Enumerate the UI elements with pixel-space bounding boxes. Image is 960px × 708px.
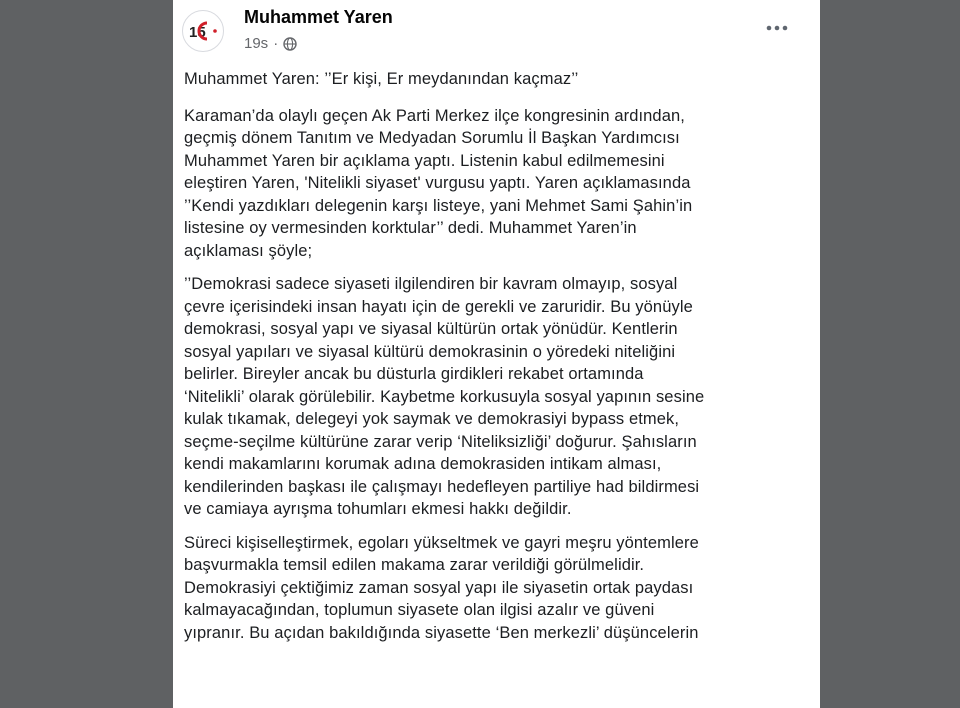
post-content xyxy=(184,68,810,655)
more-options-icon[interactable] xyxy=(764,18,790,38)
avatar[interactable] xyxy=(182,10,224,52)
timestamp[interactable]: 19s xyxy=(244,35,269,52)
meta-separator: · xyxy=(273,35,279,52)
avatar-logo-icon xyxy=(183,11,223,51)
post-header xyxy=(173,0,820,64)
post-paragraph-1: Karaman’da olaylı geçen Ak Parti Merkez ilçe kongresinin ardından, geçmiş dönem Tanıtım ve Medyadan Sorumlu İl Başkan Yardımcısı Muhammet Yaren bir açıklama yaptı. Listenin kabul edilmemesini eleştiren Yaren, 'Nitelikli siyaset' vurgusu yaptı. Yaren açıklamasında ’’Kendi yazdıkları delegenin karşı listeye, yani Mehmet Sami Şahin’in listesine oy vermesinden korktular’’ dedi. Muhammet Yaren’in açıklaması şöyle; xyxy=(184,106,693,260)
post-title: Muhammet Yaren: ’’Er kişi, Er meydanından kaçmaz’’ xyxy=(184,70,579,88)
post-meta xyxy=(244,35,297,52)
author-name[interactable]: Muhammet Yaren xyxy=(244,7,393,27)
post-paragraph-2: ’’Demokrasi sadece siyaseti ilgilendiren bir kavram olmayıp, sosyal çevre içerisindeki insan hayatı için de gerekli ve zaruridir. Bu yönüyle demokrasi, sosyal yapı ve siyasal kültürün ortak yönüdür. Kentlerin sosyal yapıları ve siyasal kültürü demokrasinin o yöredeki niteliğini belirler. Bireyler ancak bu düsturla girdikleri rekabet ortamında ‘Nitelikli’ olarak görülebilir. Kaybetme korkusuyla sosyal yapının sesine kulak tıkamak, delegeyi yok saymak ve demokrasiyi bypass etmek, seçme-seçilme kültürüne zarar verip ‘Niteliksizliği’ doğurur. Şahısların kendi makamlarını korumak adına demokrasiden intikam alması, kendilerinden başkası ile çalışmayı hedefleyen partiliye had bildirmesi ve camiaya ayrışma tohumları ekmesi hakkı değildir. xyxy=(184,275,705,518)
post-card xyxy=(173,0,820,708)
post-paragraph-3: Süreci kişiselleştirmek, egoları yükseltmek ve gayri meşru yöntemlere başvurmakla temsil edilen makama zarar verildiği görülmelidir. Demokrasiyi çektiğimiz zaman sosyal yapı ile siyasetin ortak paydası kalmayacağından, toplumun siyasete olan ilgisi azalır ve güveni yıpranır. Bu açıdan bakıldığında siyasette ‘Ben merkezli’ düşüncelerin xyxy=(184,533,699,642)
globe-icon[interactable] xyxy=(283,37,297,51)
svg-text:15: 15 xyxy=(189,24,206,41)
